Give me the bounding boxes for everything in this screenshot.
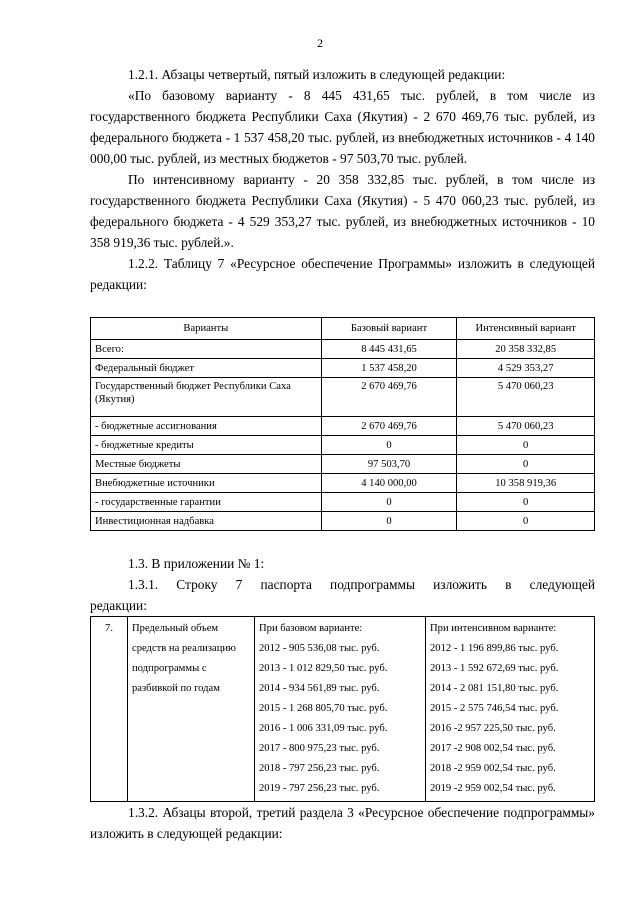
intensive-year-item: 2018 -2 959 002,54 тыс. руб. [430,763,556,774]
header-base: Базовый вариант [321,318,457,340]
resource-table [90,317,595,531]
base-year-item: 2016 - 1 006 331,09 тыс. руб. [259,723,388,734]
row-label: Всего: [91,340,322,359]
intensive-year-item: 2019 -2 959 002,54 тыс. руб. [430,783,556,794]
row-label: Инвестиционная надбавка [91,512,322,531]
base-year-item: 2013 - 1 012 829,50 тыс. руб. [259,663,388,674]
passport-row-name: Предельный объем средств на реализацию подпрограммы с разбивкой по годам [128,617,255,802]
table-row [91,493,595,512]
header-intensive: Интенсивный вариант [457,318,595,340]
row-label: Внебюджетные источники [91,474,322,493]
table-row [91,417,595,436]
table-row [91,340,595,359]
row-intensive: 0 [457,512,595,531]
paragraph-1-2-1: 1.2.1. Абзацы четвертый, пятый изложить в следующей редакции: [128,67,506,82]
intensive-year-item: 2015 - 2 575 746,54 тыс. руб. [430,703,559,714]
passport-table [90,616,595,802]
row-intensive: 0 [457,493,595,512]
passport-intensive-cell [426,617,595,802]
table-row [91,436,595,455]
base-year-item: 2012 - 905 536,08 тыс. руб. [259,643,380,654]
table-row [91,378,595,417]
row-label: Федеральный бюджет [91,359,322,378]
row-base: 0 [321,493,457,512]
intensive-year-item: 2016 -2 957 225,50 тыс. руб. [430,723,556,734]
base-year-item: 2019 - 797 256,23 тыс. руб. [259,783,380,794]
paragraph-1-3-2: 1.3.2. Абзацы второй, третий раздела 3 «Ресурсное обеспечение подпрограммы» изложить в следующей редакции: [90,805,595,841]
paragraph-1-3-1: 1.3.1. Строку 7 паспорта подпрограммы изложить в следующей [128,577,595,592]
intensive-year-item: 2012 - 1 196 899,86 тыс. руб. [430,643,559,654]
table-header-row [91,318,595,340]
base-year-item: 2015 - 1 268 805,70 тыс. руб. [259,703,388,714]
header-variants: Варианты [91,318,322,340]
paragraph-intensive-variant: По интенсивному варианту - 20 358 332,85 тыс. рублей, в том числе из государственного бюджета Республики Саха (Якутия) - 5 470 060,23 тыс. рублей, из федерального бюджета - 4 529 353,27 тыс. рублей, из внебюджетных источников - 10 358 919,36 тыс. рублей.». [90,172,595,250]
table-row [91,359,595,378]
row-base: 8 445 431,65 [321,340,457,359]
intensive-year-item: 2017 -2 908 002,54 тыс. руб. [430,743,556,754]
row-base: 1 537 458,20 [321,359,457,378]
paragraph-1-3-1-cont: редакции: [90,598,147,613]
base-year-item: 2014 - 934 561,89 тыс. руб. [259,683,380,694]
row-base: 0 [321,436,457,455]
passport-row [91,617,595,802]
intensive-year-item: 2013 - 1 592 672,69 тыс. руб. [430,663,559,674]
document-body [90,64,595,844]
base-year-item: 2017 - 800 975,23 тыс. руб. [259,743,380,754]
row-intensive: 20 358 332,85 [457,340,595,359]
intensive-title: При интенсивном варианте: [430,623,557,634]
row-intensive: 0 [457,436,595,455]
table-row [91,512,595,531]
base-title: При базовом варианте: [259,623,363,634]
paragraph-base-variant: «По базовому варианту - 8 445 431,65 тыс. рублей, в том числе из государственного бюджета Республики Саха (Якутия) - 2 670 469,76 тыс. рублей, из федерального бюджета - 1 537 458,20 тыс. рублей, из внебюджетных источников - 4 140 000,00 тыс. рублей, из местных бюджетов - 97 503,70 тыс. рублей. [90,88,595,166]
base-year-item: 2018 - 797 256,23 тыс. руб. [259,763,380,774]
row-label: Местные бюджеты [91,455,322,474]
passport-base-cell [255,617,426,802]
row-intensive: 10 358 919,36 [457,474,595,493]
row-label: - бюджетные кредиты [91,436,322,455]
row-base: 4 140 000,00 [321,474,457,493]
passport-row-number: 7. [91,617,128,802]
row-intensive: 4 529 353,27 [457,359,595,378]
row-intensive: 0 [457,455,595,474]
paragraph-1-3: 1.3. В приложении № 1: [128,556,265,571]
table-row [91,455,595,474]
row-intensive: 5 470 060,23 [457,378,595,417]
row-label: - бюджетные ассигнования [91,417,322,436]
row-label: - государственные гарантии [91,493,322,512]
row-base: 2 670 469,76 [321,417,457,436]
paragraph-1-2-2: 1.2.2. Таблицу 7 «Ресурсное обеспечение Программы» изложить в следующей редакции: [90,256,595,292]
intensive-year-item: 2014 - 2 081 151,80 тыс. руб. [430,683,559,694]
page-number: 2 [317,36,323,50]
row-base: 2 670 469,76 [321,378,457,417]
row-label: Государственный бюджет Республики Саха (Якутия) [91,378,322,417]
row-base: 0 [321,512,457,531]
row-base: 97 503,70 [321,455,457,474]
table-row [91,474,595,493]
row-intensive: 5 470 060,23 [457,417,595,436]
